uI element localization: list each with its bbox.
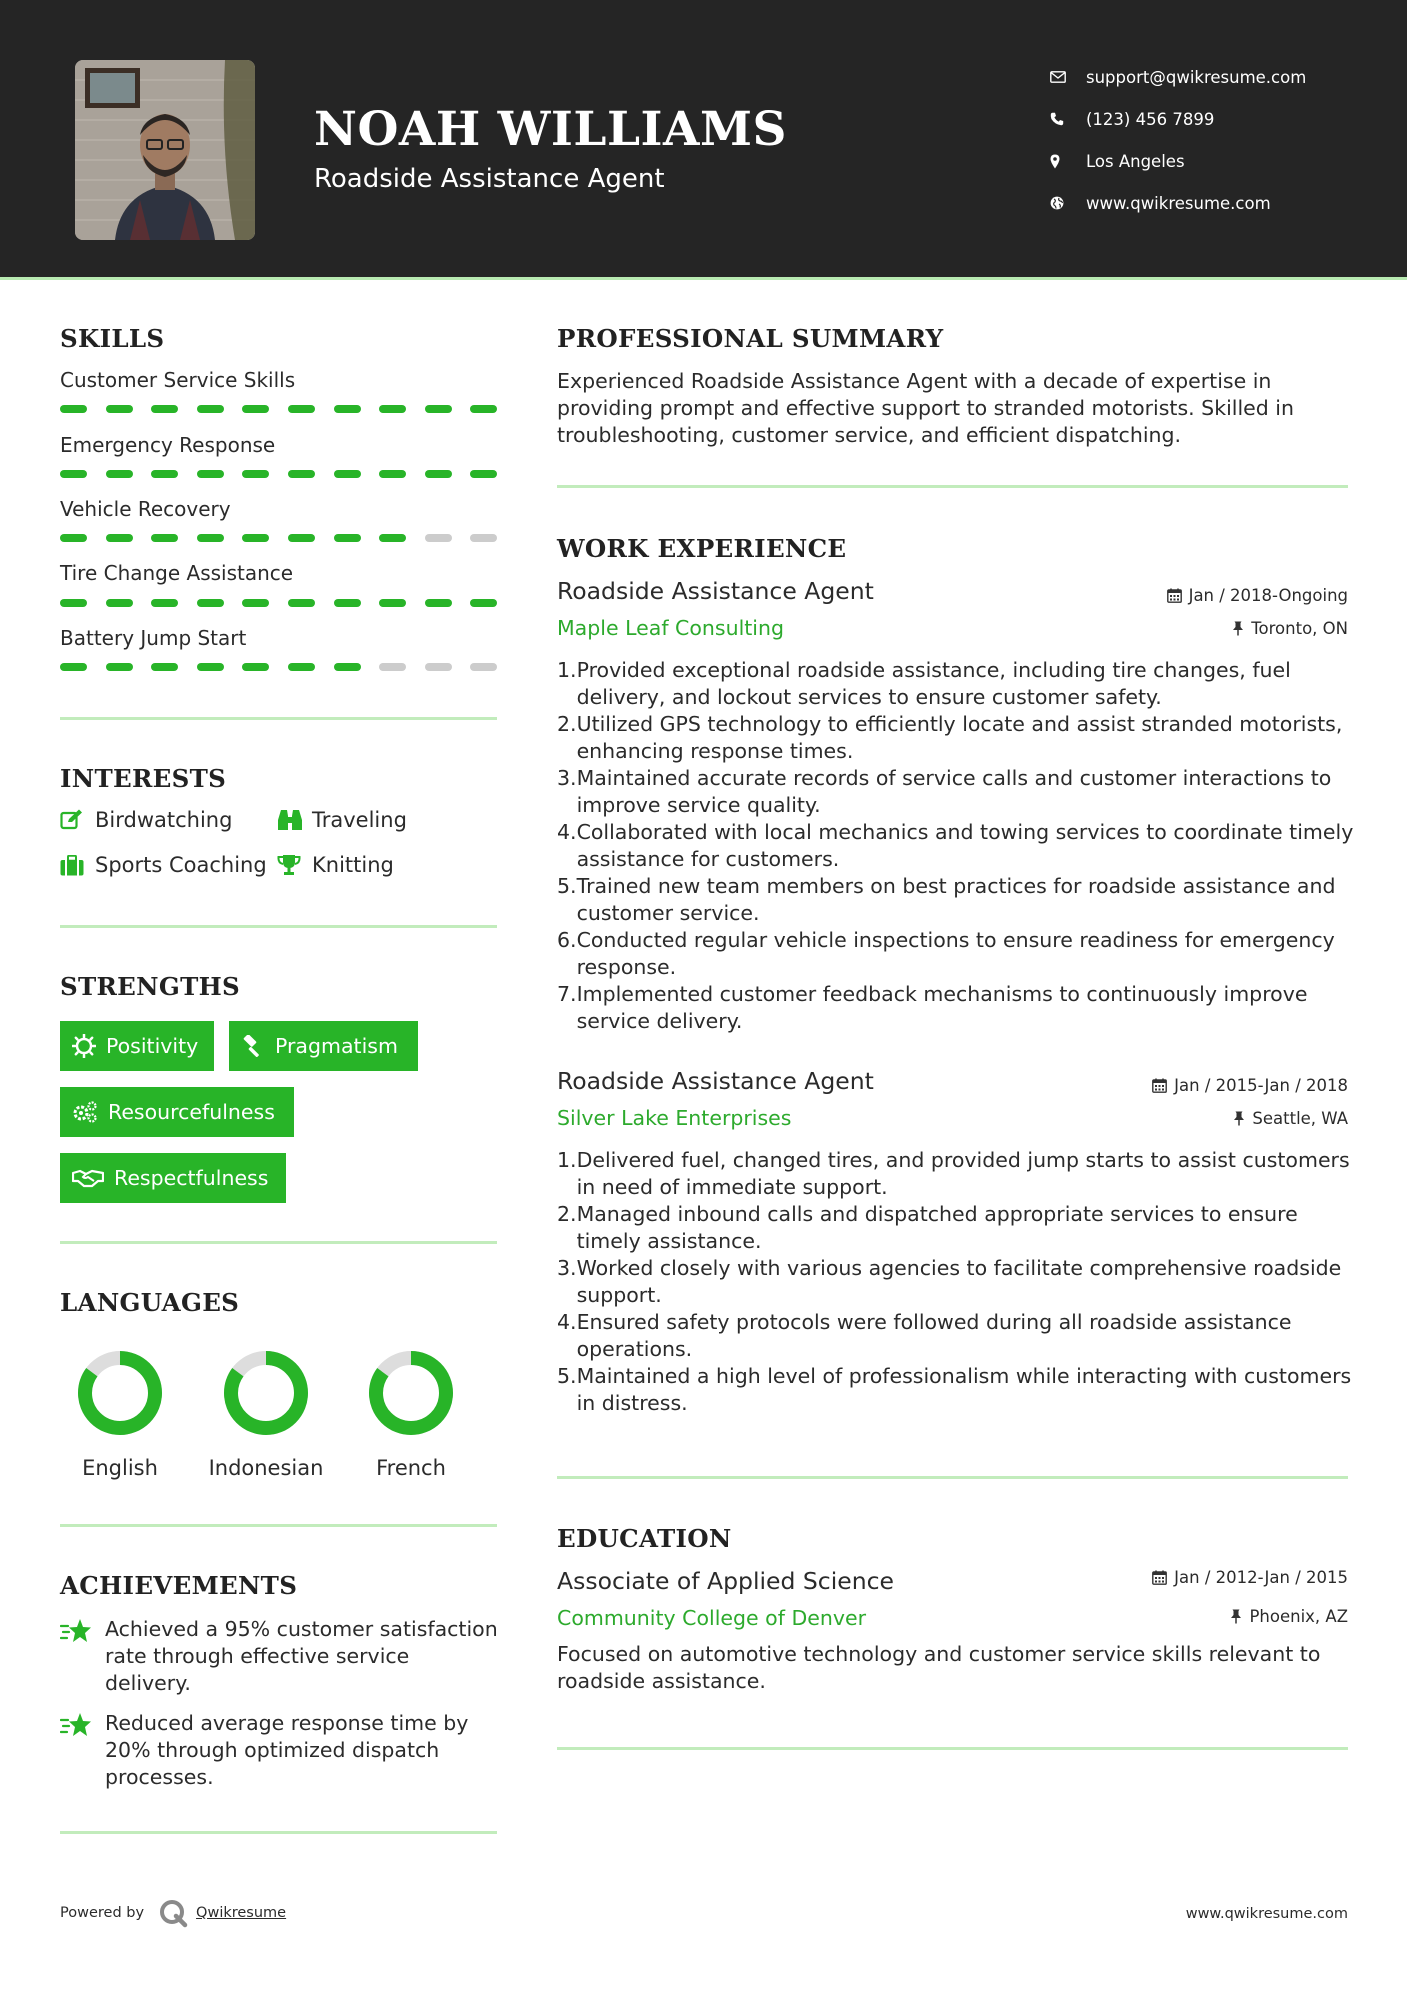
skill-dash-filled [197, 663, 224, 671]
envelope-icon [1050, 71, 1086, 83]
job-duties-list [557, 1147, 1357, 1417]
globe-icon [1050, 196, 1086, 210]
interests-heading: INTERESTS [60, 764, 227, 793]
skill-dash-empty [470, 534, 497, 542]
skill-level-bar [60, 599, 497, 607]
skill-dash-filled [288, 470, 315, 478]
education-heading: EDUCATION [557, 1524, 732, 1553]
skill-dash-filled [425, 405, 452, 413]
contact-email[interactable] [1050, 56, 1306, 98]
skill-dash-filled [60, 534, 87, 542]
skill-dash-empty [470, 663, 497, 671]
education-description: Focused on automotive technology and customer service skills relevant to roadside assistance. [557, 1642, 1321, 1693]
section-divider [60, 1241, 497, 1244]
skill-dash-filled [242, 599, 269, 607]
skill-name: Customer Service Skills [60, 368, 296, 392]
shooting-star-icon [60, 1618, 92, 1648]
interest-label: Knitting [312, 853, 394, 877]
skill-dash-filled [425, 599, 452, 607]
trophy-icon [277, 854, 312, 876]
skills-heading: SKILLS [60, 324, 165, 353]
skill-dash-filled [379, 534, 406, 542]
job-title: Roadside Assistance Agent [557, 1067, 874, 1095]
candidate-title: Roadside Assistance Agent [314, 164, 665, 194]
interest-label: Traveling [312, 808, 407, 832]
qwikresume-link[interactable]: Qwikresume [196, 1905, 287, 1921]
skill-dash-empty [379, 663, 406, 671]
skill-dash-filled [242, 405, 269, 413]
skill-dash-filled [106, 405, 133, 413]
school-name: Community College of Denver [557, 1606, 867, 1630]
section-divider [557, 485, 1348, 488]
section-divider [60, 925, 497, 928]
section-divider [60, 717, 497, 720]
skill-dash-filled [151, 534, 178, 542]
pushpin-icon [1230, 1609, 1242, 1624]
interest-label: Sports Coaching [95, 853, 267, 877]
duty-item: 4. Ensured safety protocols were followed during all roadside assistance operations. [557, 1310, 1292, 1361]
experience-heading: WORK EXPERIENCE [557, 534, 847, 563]
education-location [1230, 1607, 1348, 1626]
skill-dash-filled [379, 470, 406, 478]
candidate-name: NOAH WILLIAMS [314, 102, 787, 157]
skill-dash-filled [60, 405, 87, 413]
strength-label: Respectfulness [114, 1166, 269, 1190]
section-divider [60, 1524, 497, 1527]
duty-item: 2. Managed inbound calls and dispatched appropriate services to ensure timely assistance. [557, 1202, 1298, 1253]
achievement-item [60, 1616, 500, 1697]
job-company: Maple Leaf Consulting [557, 616, 785, 640]
contact-location [1050, 140, 1306, 182]
duty-item: 1. Delivered fuel, changed tires, and provided jump starts to assist customers in need of immediate support. [557, 1148, 1350, 1199]
skill-dash-filled [288, 534, 315, 542]
calendar-icon [1152, 1570, 1167, 1585]
job-duties-list [557, 657, 1357, 1035]
resume-header [0, 0, 1407, 280]
language-name: English [82, 1456, 158, 1480]
briefcase-icon [60, 855, 95, 876]
achievements-heading: ACHIEVEMENTS [60, 1571, 298, 1600]
powered-by-text: Powered by [60, 1905, 145, 1921]
skill-dash-filled [470, 405, 497, 413]
skill-dash-filled [288, 405, 315, 413]
section-divider [60, 1831, 497, 1834]
skill-dash-empty [425, 534, 452, 542]
skill-dash-filled [242, 663, 269, 671]
skill-dash-filled [106, 534, 133, 542]
education-location-text: Phoenix, AZ [1249, 1607, 1348, 1626]
contact-email-text: support@qwikresume.com [1086, 67, 1307, 87]
language-item [50, 1348, 190, 1480]
skill-level-bar [60, 470, 497, 478]
strength-badge [60, 1021, 214, 1071]
strength-label: Pragmatism [275, 1034, 398, 1058]
skill-dash-filled [106, 470, 133, 478]
skill-dash-filled [334, 663, 361, 671]
contact-list [1050, 56, 1306, 224]
skill-dash-filled [197, 470, 224, 478]
job-dates-text: Jan / 2015-Jan / 2018 [1174, 1076, 1348, 1095]
strength-label: Resourcefulness [108, 1100, 275, 1124]
job-company: Silver Lake Enterprises [557, 1106, 792, 1130]
skill-dash-filled [242, 470, 269, 478]
contact-location-text: Los Angeles [1086, 151, 1185, 171]
degree-title: Associate of Applied Science [557, 1567, 894, 1595]
skill-dash-filled [379, 599, 406, 607]
pushpin-icon [1232, 621, 1244, 636]
education-dates-text: Jan / 2012-Jan / 2015 [1174, 1568, 1348, 1587]
skill-dash-filled [151, 599, 178, 607]
language-proficiency-ring [366, 1348, 456, 1438]
skill-dash-filled [151, 663, 178, 671]
contact-phone-text: (123) 456 7899 [1086, 109, 1215, 129]
summary-text: Experienced Roadside Assistance Agent with a decade of expertise in providing prompt and effective support to stranded motorists. Skilled in troubleshooting, customer service, and efficient dispatching. [557, 369, 1294, 447]
pushpin-icon [1233, 1111, 1245, 1126]
calendar-icon [1152, 1078, 1167, 1093]
strength-label: Positivity [106, 1034, 199, 1058]
skill-name: Emergency Response [60, 433, 276, 457]
strengths-heading: STRENGTHS [60, 972, 241, 1001]
skill-dash-filled [288, 663, 315, 671]
skill-dash-filled [197, 534, 224, 542]
skill-level-bar [60, 534, 497, 542]
job-location-text: Seattle, WA [1252, 1109, 1348, 1128]
skill-dash-filled [470, 470, 497, 478]
cogs-icon [72, 1101, 98, 1123]
strength-badge [60, 1087, 294, 1137]
contact-website[interactable] [1050, 182, 1306, 224]
job-location-text: Toronto, ON [1251, 619, 1348, 638]
duty-item: 4. Collaborated with local mechanics and towing services to coordinate timely assistance for customers. [557, 820, 1354, 871]
skill-name: Vehicle Recovery [60, 497, 231, 521]
contact-website-text: www.qwikresume.com [1086, 193, 1271, 213]
skill-dash-filled [197, 599, 224, 607]
skill-dash-filled [151, 470, 178, 478]
footer-powered-by [60, 1898, 286, 1928]
skill-dash-filled [197, 405, 224, 413]
profile-photo [75, 60, 255, 240]
skill-dash-filled [334, 470, 361, 478]
interest-item [60, 808, 232, 832]
duty-item: 6. Conducted regular vehicle inspections to ensure readiness for emergency response. [557, 928, 1335, 979]
skill-dash-filled [334, 599, 361, 607]
section-divider [557, 1476, 1348, 1479]
skill-name: Battery Jump Start [60, 626, 247, 650]
summary-heading: PROFESSIONAL SUMMARY [557, 324, 944, 353]
contact-phone[interactable] [1050, 98, 1306, 140]
skill-dash-empty [425, 663, 452, 671]
language-name: Indonesian [208, 1456, 324, 1480]
language-proficiency-ring [221, 1348, 311, 1438]
skill-dash-filled [425, 470, 452, 478]
skill-dash-filled [106, 599, 133, 607]
skill-dash-filled [242, 534, 269, 542]
handshake-icon [72, 1168, 104, 1188]
duty-item: 3. Worked closely with various agencies to facilitate comprehensive roadside support. [557, 1256, 1342, 1307]
duty-item: 3. Maintained accurate records of service calls and customer interactions to improve service quality. [557, 766, 1332, 817]
duty-item: 5. Maintained a high level of professionalism while interacting with customers in distress. [557, 1364, 1352, 1415]
strength-badge [229, 1021, 418, 1071]
job-location [1233, 1109, 1348, 1128]
skill-level-bar [60, 663, 497, 671]
phone-icon [1050, 112, 1086, 126]
achievement-text: Reduced average response time by 20% through optimized dispatch processes. [105, 1711, 469, 1789]
skill-dash-filled [288, 599, 315, 607]
achievement-item [60, 1710, 500, 1791]
duty-item: 1. Provided exceptional roadside assistance, including tire changes, fuel delivery, and lockout services to ensure customer safety. [557, 658, 1291, 709]
interest-item [60, 853, 267, 877]
section-divider [557, 1747, 1348, 1750]
strength-badge [60, 1153, 286, 1203]
interest-item [277, 808, 407, 832]
skill-dash-filled [60, 470, 87, 478]
duty-item: 5. Trained new team members on best practices for roadside assistance and customer service. [557, 874, 1336, 925]
job-title: Roadside Assistance Agent [557, 577, 874, 605]
binoculars-icon [277, 808, 312, 832]
skill-dash-filled [334, 534, 361, 542]
skill-dash-filled [470, 599, 497, 607]
job-location [1232, 619, 1348, 638]
language-item [196, 1348, 336, 1480]
sun-icon [72, 1034, 96, 1058]
footer-website[interactable]: www.qwikresume.com [1185, 1906, 1348, 1922]
education-dates [1152, 1568, 1348, 1587]
language-item [341, 1348, 481, 1480]
language-name: French [376, 1456, 446, 1480]
edit-icon [60, 809, 95, 831]
skill-dash-filled [106, 663, 133, 671]
skill-dash-filled [60, 663, 87, 671]
language-proficiency-ring [75, 1348, 165, 1438]
duty-item: 2. Utilized GPS technology to efficiently locate and assist stranded motorists, enhancing response times. [557, 712, 1343, 763]
skill-dash-filled [60, 599, 87, 607]
achievement-text: Achieved a 95% customer satisfaction rate through effective service delivery. [105, 1617, 498, 1695]
skill-level-bar [60, 405, 497, 413]
calendar-icon [1167, 588, 1182, 603]
skill-dash-filled [379, 405, 406, 413]
interest-label: Birdwatching [95, 808, 233, 832]
skill-dash-filled [151, 405, 178, 413]
duty-item: 7. Implemented customer feedback mechanisms to continuously improve service delivery. [557, 982, 1308, 1033]
gavel-icon [241, 1035, 265, 1057]
languages-heading: LANGUAGES [60, 1288, 240, 1317]
skill-dash-filled [334, 405, 361, 413]
skill-name: Tire Change Assistance [60, 561, 294, 585]
qwikresume-logo-icon [158, 1898, 188, 1928]
map-pin-icon [1050, 154, 1086, 169]
job-dates [1167, 586, 1348, 605]
job-dates-text: Jan / 2018-Ongoing [1188, 586, 1348, 605]
interest-item [277, 853, 394, 877]
shooting-star-icon [60, 1712, 92, 1742]
job-dates [1152, 1076, 1348, 1095]
